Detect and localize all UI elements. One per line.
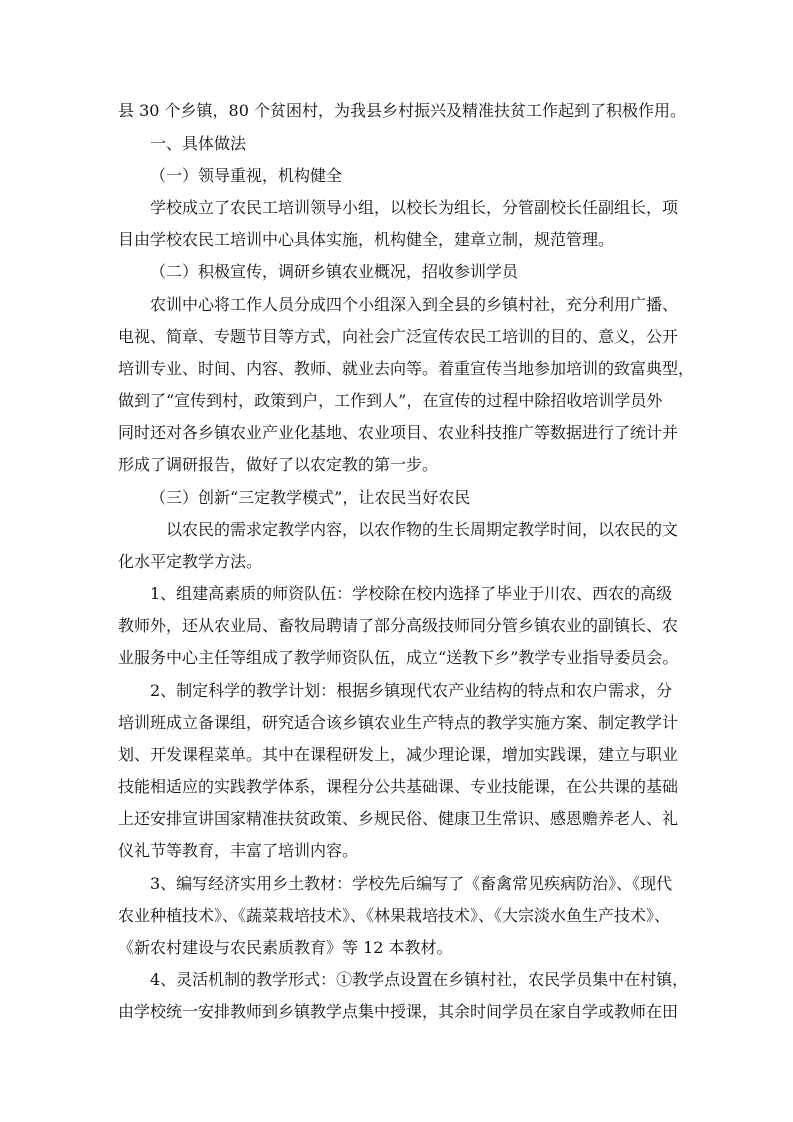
paragraph-line: 业服务中心主任等组成了教学师资队伍，成立“送教下乡”教学专业指导委员会。 bbox=[118, 648, 679, 667]
paragraph-line: 以农民的需求定教学内容，以农作物的生长周期定教学时间，以农民的文 bbox=[166, 520, 679, 539]
paragraph-line: 形成了调研报告，做好了以农定教的第一步。 bbox=[118, 455, 439, 474]
paragraph-line: 划、开发课程菜单。其中在课程研发上，减少理论课，增加实践课，建立与职业 bbox=[118, 745, 679, 764]
paragraph-line: 技能相适应的实践教学体系，课程分公共基础课、专业技能课，在公共课的基础 bbox=[118, 777, 679, 796]
paragraph-line: 《新农村建设与农民素质教育》等 12 本教材。 bbox=[118, 938, 453, 957]
paragraph-line: 由学校统一安排教师到乡镇教学点集中授课，其余时间学员在家自学或教师在田 bbox=[118, 1002, 679, 1021]
subsection-heading: （一）领导重视，机构健全 bbox=[150, 166, 343, 185]
paragraph-line: 上还安排宣讲国家精准扶贫政策、乡规民俗、健康卫生常识、感恩赡养老人、礼 bbox=[118, 809, 679, 828]
paragraph-line: 电视、简章、专题节目等方式，向社会广泛宣传农民工培训的目的、意义，公开 bbox=[118, 327, 679, 346]
list-item: 1、组建高素质的师资队伍：学校除在校内选择了毕业于川农、西农的高级 bbox=[150, 584, 673, 603]
paragraph-line: 学校成立了农民工培训领导小组，以校长为组长，分管副校长任副组长，项 bbox=[150, 198, 679, 217]
subsection-heading: （二）积极宣传，调研乡镇农业概况，招收参训学员 bbox=[150, 262, 519, 281]
paragraph-line: 农业种植技术》、《蔬菜栽培技术》、《林果栽培技术》、《大宗淡水鱼生产技术》、 bbox=[118, 906, 671, 925]
list-item: 3、编写经济实用乡土教材：学校先后编写了《畜禽常见疾病防治》、《现代 bbox=[150, 874, 673, 893]
list-item: 2、制定科学的教学计划：根据乡镇现代农产业结构的特点和农户需求，分 bbox=[150, 681, 673, 700]
paragraph-line: 培训专业、时间、内容、教师、就业去向等。着重宣传当地参加培训的致富典型， bbox=[118, 359, 695, 378]
paragraph-line: 化水平定教学方法。 bbox=[118, 552, 263, 571]
paragraph-line: 做到了“宣传到村，政策到户，工作到人”，在宣传的过程中除招收培训学员外 bbox=[118, 391, 663, 410]
section-heading: 一、具体做法 bbox=[150, 134, 247, 153]
paragraph-line: 目由学校农民工培训中心具体实施，机构健全，建章立制，规范管理。 bbox=[118, 230, 615, 249]
paragraph-line: 县 30 个乡镇，80 个贫困村，为我县乡村振兴及精准扶贫工作起到了积极作用。 bbox=[118, 101, 686, 120]
paragraph-line: 农训中心将工作人员分成四个小组深入到全县的乡镇村社，充分利用广播、 bbox=[150, 295, 679, 314]
list-item: 4、灵活机制的教学形式：①教学点设置在乡镇村社，农民学员集中在村镇， bbox=[150, 970, 689, 989]
paragraph-line: 同时还对各乡镇农业产业化基地、农业项目、农业科技推广等数据进行了统计并 bbox=[118, 423, 679, 442]
paragraph-line: 培训班成立备课组，研究适合该乡镇农业生产特点的教学实施方案、制定教学计 bbox=[118, 713, 679, 732]
subsection-heading: （三）创新“三定教学模式”，让农民当好农民 bbox=[150, 488, 471, 507]
paragraph-line: 仪礼节等教育，丰富了培训内容。 bbox=[118, 841, 359, 860]
paragraph-line: 教师外，还从农业局、畜牧局聘请了部分高级技师同分管乡镇农业的副镇长、农 bbox=[118, 616, 679, 635]
